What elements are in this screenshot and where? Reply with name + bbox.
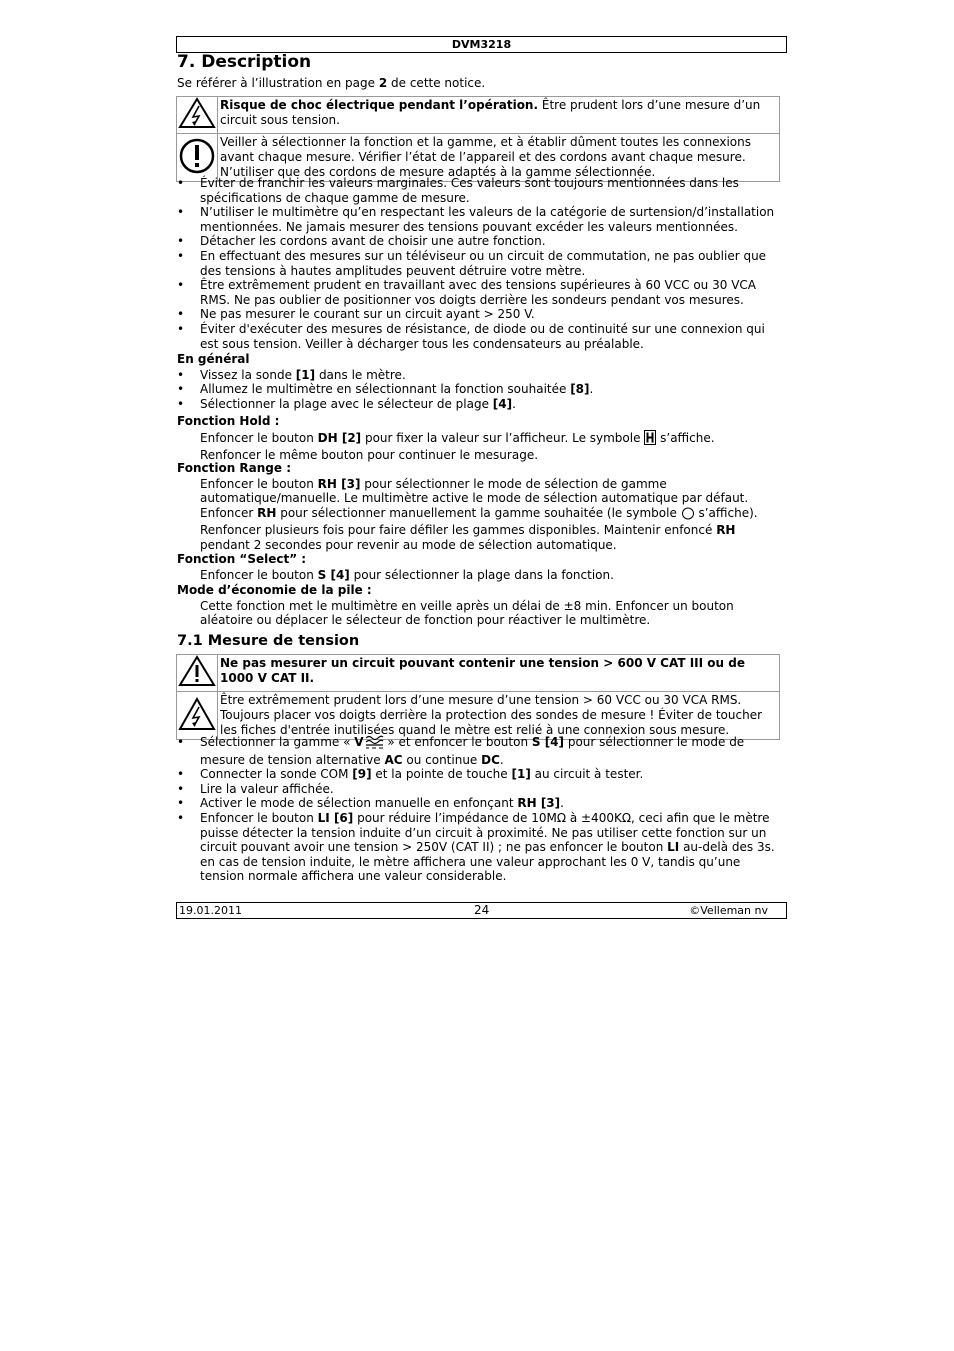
warning-text: Risque de choc électrique pendant l’opération. Être prudent lors d’une mesure d’un circuit sous tension. [218, 97, 780, 134]
page-number: 24 [474, 903, 490, 917]
subheading: Fonction Hold : [177, 414, 280, 428]
model-name: DVM3218 [451, 38, 512, 51]
list-item: • Lire la valeur affichée. [177, 782, 781, 797]
caution-exclamation-icon [177, 134, 218, 182]
subsection-title-wrap [177, 632, 781, 650]
list-item: • Vissez la sonde [1] dans le mètre. [177, 368, 781, 383]
select-text: Enfoncer le bouton S [4] pour sélectionner la plage dans la fonction. [200, 567, 614, 582]
list-item: • Activer le mode de sélection manuelle en enfonçant RH [3]. [177, 796, 781, 811]
general-block [177, 352, 781, 411]
warning-table-2 [176, 654, 780, 740]
voltage-steps [177, 735, 781, 884]
list-item: • Sélectionner la gamme « V » et enfoncer le bouton S [4] pour sélectionner le mode de mesure de tension alternative AC ou continue DC. [177, 735, 781, 767]
electric-shock-icon [177, 97, 218, 134]
battery-text: Cette fonction met le multimètre en veille après un délai de ±8 min. Enfoncer un bouton aléatoire ou déplacer le sélecteur de fonction pour réactiver le multimètre. [200, 598, 734, 628]
subheading: Mode d’économie de la pile : [177, 583, 372, 597]
warning-text: Veiller à sélectionner la fonction et la gamme, et à établir dûment toutes les connexions avant chaque mesure. Vérifier l’état de l’appareil et des cordons avant chaque mesure. N’utiliser que des cordons de mesure adaptés à la gamme sélectionnée. [218, 134, 780, 182]
intro-text: Se référer à l’illustration en page 2 de cette notice. [177, 76, 486, 90]
footer-date: 19.01.2011 [179, 904, 242, 917]
warning-table-1 [176, 96, 780, 182]
subheading: Fonction “Select” : [177, 552, 307, 566]
range-text: Enfoncer le bouton RH [3] pour sélectionner le mode de sélection de gamme automatique/manuelle. Le multimètre active le mode de sélection automatique par défaut. Enfoncer RH pour sélectionner manuellement la gamme souhaitée (le symbole s’affiche). Renfoncer plusieurs fois pour faire défiler les gammes disponibles. Maintenir enfoncé RH pendant 2 secondes pour revenir au mode de sélection automatique. [200, 476, 758, 552]
bullet-list [177, 176, 781, 351]
list-item: • Être extrêmement prudent en travaillant avec des tensions supérieures à 60 VCC ou 30 VCA RMS. Ne pas oublier de positionner vos doigts derrière les sondeurs pendant vos mesures. [177, 278, 781, 307]
list-item: • Ne pas mesurer le courant sur un circuit ayant > 250 V. [177, 307, 781, 322]
battery-block [177, 583, 781, 628]
list-item: • Détacher les cordons avant de choisir une autre fonction. [177, 234, 781, 249]
range-block [177, 461, 781, 553]
list-item: • Sélectionner la plage avec le sélecteur de plage [4]. [177, 397, 781, 412]
warning-text: Être extrêmement prudent lors d’une mesure d’une tension > 60 VCC ou 30 VCA RMS. Toujours placer vos doigts derrière la protection des sondes de mesure ! Éviter de toucher les fiches d'entrée inutilisées quand le mètre est relié à une connexion sous mesure. [218, 692, 780, 740]
hold-symbol-icon [644, 430, 656, 449]
electric-shock-icon [177, 692, 218, 740]
ac-dc-symbol-icon [364, 735, 384, 753]
page-footer [176, 902, 787, 919]
page-header [176, 36, 787, 53]
list-item: • Allumez le multimètre en sélectionnant la fonction souhaitée [8]. [177, 382, 781, 397]
list-item: • Éviter de franchir les valeurs marginales. Ces valeurs sont toujours mentionnées dans les spécifications de chaque gamme de mesure. [177, 176, 781, 205]
hold-block [177, 414, 781, 463]
select-block [177, 552, 781, 582]
warning-triangle-icon [177, 655, 218, 692]
subsection-title: 7.1 Mesure de tension [177, 633, 360, 649]
subheading: Fonction Range : [177, 461, 292, 475]
list-item: • N’utiliser le multimètre qu’en respectant les valeurs de la catégorie de surtension/d’installation mentionnées. Ne jamais mesurer des tensions pouvant excéder les valeurs mentionnées. [177, 205, 781, 234]
hold-text: Enfoncer le bouton DH [2] pour fixer la valeur sur l’afficheur. Le symbole s’affiche. Renfoncer le même bouton pour continuer le mesurage. [200, 430, 715, 463]
subheading: En général [177, 352, 250, 366]
list-item: • Enfoncer le bouton LI [6] pour réduire l’impédance de 10MΩ à ±400KΩ, ceci afin que le mètre puisse détecter la tension induite d’un circuit à proximité. Ne pas utiliser cette fonction sur un circuit pouvant avoir une tension > 250V (CAT II) ; ne pas enfoncer le bouton LI au-delà des 3s. en cas de tension induite, le mètre affichera une valeur approchant les 0 V, tandis qu’une tension normale affichera une valeur considerable. [177, 811, 781, 884]
manual-range-icon [681, 507, 695, 524]
section-title: 7. Description [177, 52, 312, 72]
warning-text: Ne pas mesurer un circuit pouvant contenir une tension > 600 V CAT III ou de 1000 V CAT II. [218, 655, 780, 692]
list-item: • En effectuant des mesures sur un téléviseur ou un circuit de commutation, ne pas oublier que des tensions à hautes amplitudes peuvent détruire votre mètre. [177, 249, 781, 278]
footer-copyright: ©Velleman nv [689, 904, 768, 917]
list-item: • Connecter la sonde COM [9] et la pointe de touche [1] au circuit à tester. [177, 767, 781, 782]
list-item: • Éviter d'exécuter des mesures de résistance, de diode ou de continuité sur une connexion qui est sous tension. Veiller à décharger tous les condensateurs au préalable. [177, 322, 781, 351]
